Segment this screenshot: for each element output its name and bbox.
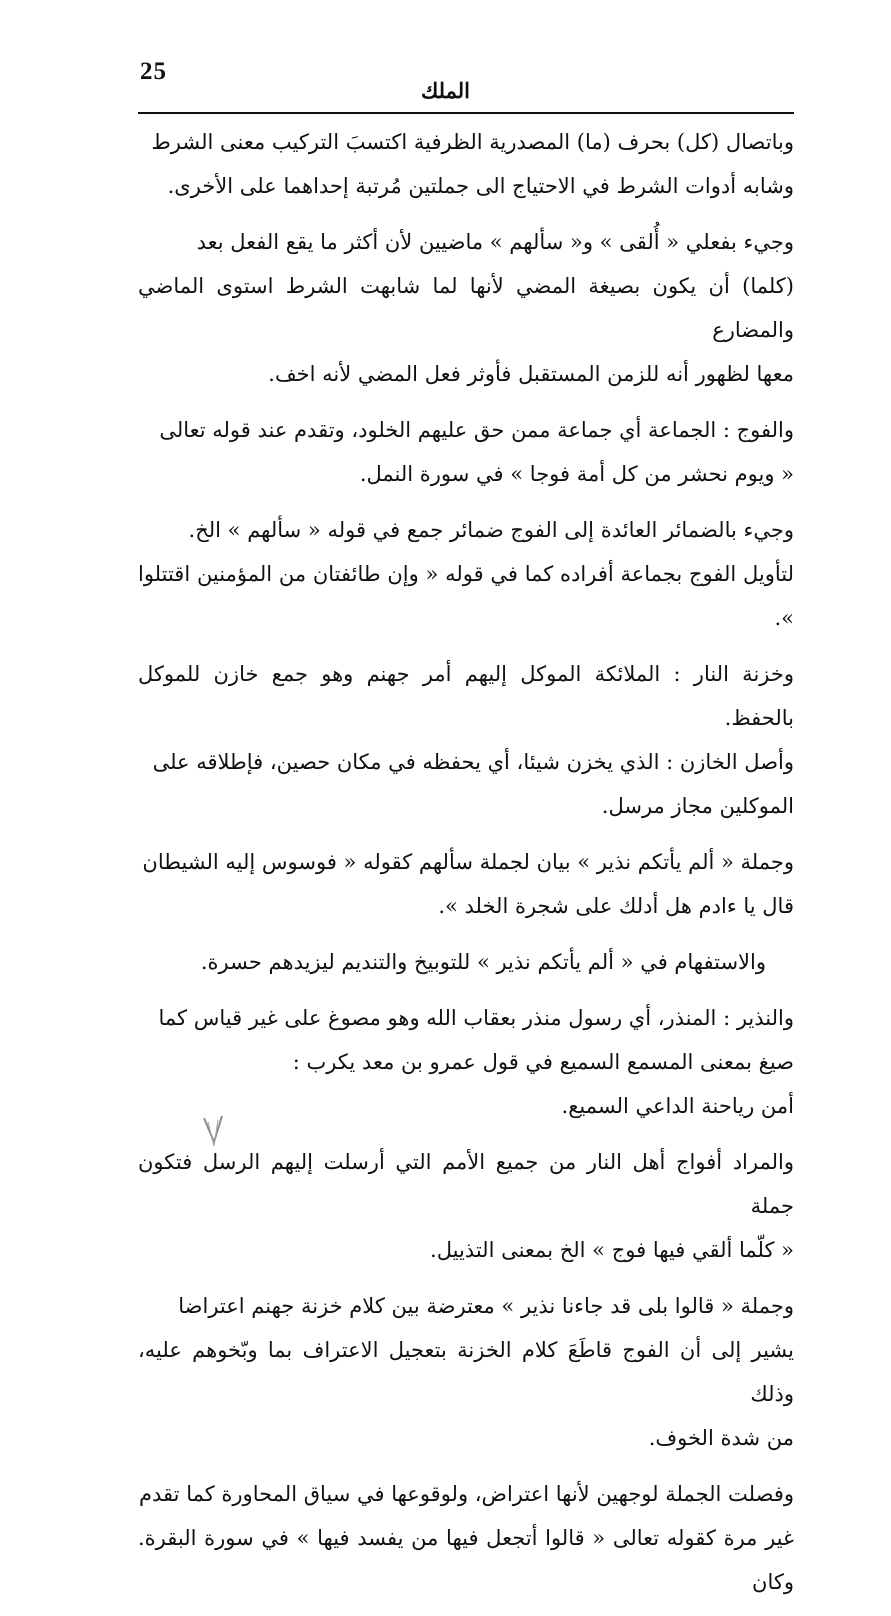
text-line: وشابه أدوات الشرط في الاحتياج الى جملتين مُرتبة إحداهما على الأخرى.: [167, 174, 794, 198]
paragraph: [138, 408, 794, 496]
text-line: معها لظهور أنه للزمن المستقبل فأوثر فعل المضي لأنه اخف.: [268, 362, 794, 386]
text-line: قال يا ءادم هل أدلك على شجرة الخلد ».: [438, 894, 794, 918]
text-line: وخزنة النار : الملائكة الموكل إليهم أمر جهنم وهو جمع خازن للموكل بالحفظ.: [138, 662, 794, 730]
text-line: لتأويل الفوج بجماعة أفراده كما في قوله « وإن طائفتان من المؤمنين اقتتلوا ».: [138, 562, 794, 630]
text-line: « ويوم نحشر من كل أمة فوجا » في سورة النمل.: [359, 462, 794, 486]
text-line: « كلّما ألقي فيها فوج » الخ بمعنى التذييل.: [430, 1238, 794, 1262]
text-line: والاستفهام في « ألم يأتكم نذير » للتوبيخ والتنديم ليزيدهم حسرة.: [200, 950, 766, 974]
text-line: والنذير : المنذر، أي رسول منذر بعقاب الله وهو مصوغ على غير قياس كما: [158, 1006, 794, 1030]
paragraph: [138, 508, 794, 640]
running-title: الملك: [420, 78, 471, 103]
text-line: (كلما) أن يكون بصيغة المضي لأنها لما شابهت الشرط استوى الماضي والمضارع: [138, 274, 794, 342]
page-number: 25: [140, 58, 167, 85]
paragraph: [138, 940, 794, 984]
text-line: أمن رياحنة الداعي السميع.: [561, 1094, 794, 1118]
text-line: غير مرة كقوله تعالى « قالوا أتجعل فيها من يفسد فيها » في سورة البقرة. وكان: [138, 1526, 794, 1594]
text-line: والفوج : الجماعة أي جماعة ممن حق عليهم الخلود، وتقدم عند قوله تعالى: [159, 418, 794, 442]
paragraph: [138, 840, 794, 928]
text-line: وأصل الخازن : الذي يخزن شيئا، أي يحفظه في مكان حصين، فإطلاقه على: [152, 750, 794, 774]
paragraph: [138, 1472, 794, 1604]
text-line: وجملة « قالوا بلى قد جاءنا نذير » معترضة بين كلام خزنة جهنم اعتراضا: [178, 1294, 794, 1318]
text-line: صيغ بمعنى المسمع السميع في قول عمرو بن معد يكرب :: [292, 1050, 794, 1074]
page-body: [138, 120, 794, 1616]
text-line: الموكلين مجاز مرسل.: [601, 794, 794, 818]
paragraph: [138, 996, 794, 1128]
text-line: من شدة الخوف.: [648, 1426, 794, 1450]
paragraph: [138, 1284, 794, 1460]
header-rule: [138, 112, 794, 114]
text-line: وجيء بفعلي « أُلقى » و« سألهم » ماضيين لأن أكثر ما يقع الفعل بعد: [196, 230, 794, 254]
paragraph: [138, 120, 794, 208]
paragraph: [138, 1140, 794, 1272]
paragraph: [138, 220, 794, 396]
text-line: وباتصال (كل) بحرف (ما) المصدرية الظرفية اكتسبَ التركيب معنى الشرط: [151, 130, 794, 154]
text-line: وجملة « ألم يأتكم نذير » بيان لجملة سألهم كقوله « فوسوس إليه الشيطان: [142, 850, 794, 874]
text-line: وفصلت الجملة لوجهين لأنها اعتراض، ولوقوعها في سياق المحاورة كما تقدم: [139, 1482, 794, 1506]
text-line: والمراد أفواج أهل النار من جميع الأمم التي أرسلت إليهم الرسل فتكون جملة: [138, 1150, 794, 1218]
text-line: وجيء بالضمائر العائدة إلى الفوج ضمائر جمع في قوله « سألهم » الخ.: [188, 518, 794, 542]
paragraph: [138, 652, 794, 828]
ink-mark: [196, 1112, 232, 1152]
text-line: يشير إلى أن الفوج قاطَعَ كلام الخزنة بتعجيل الاعتراف بما وبّخوهم عليه، وذلك: [138, 1338, 794, 1406]
